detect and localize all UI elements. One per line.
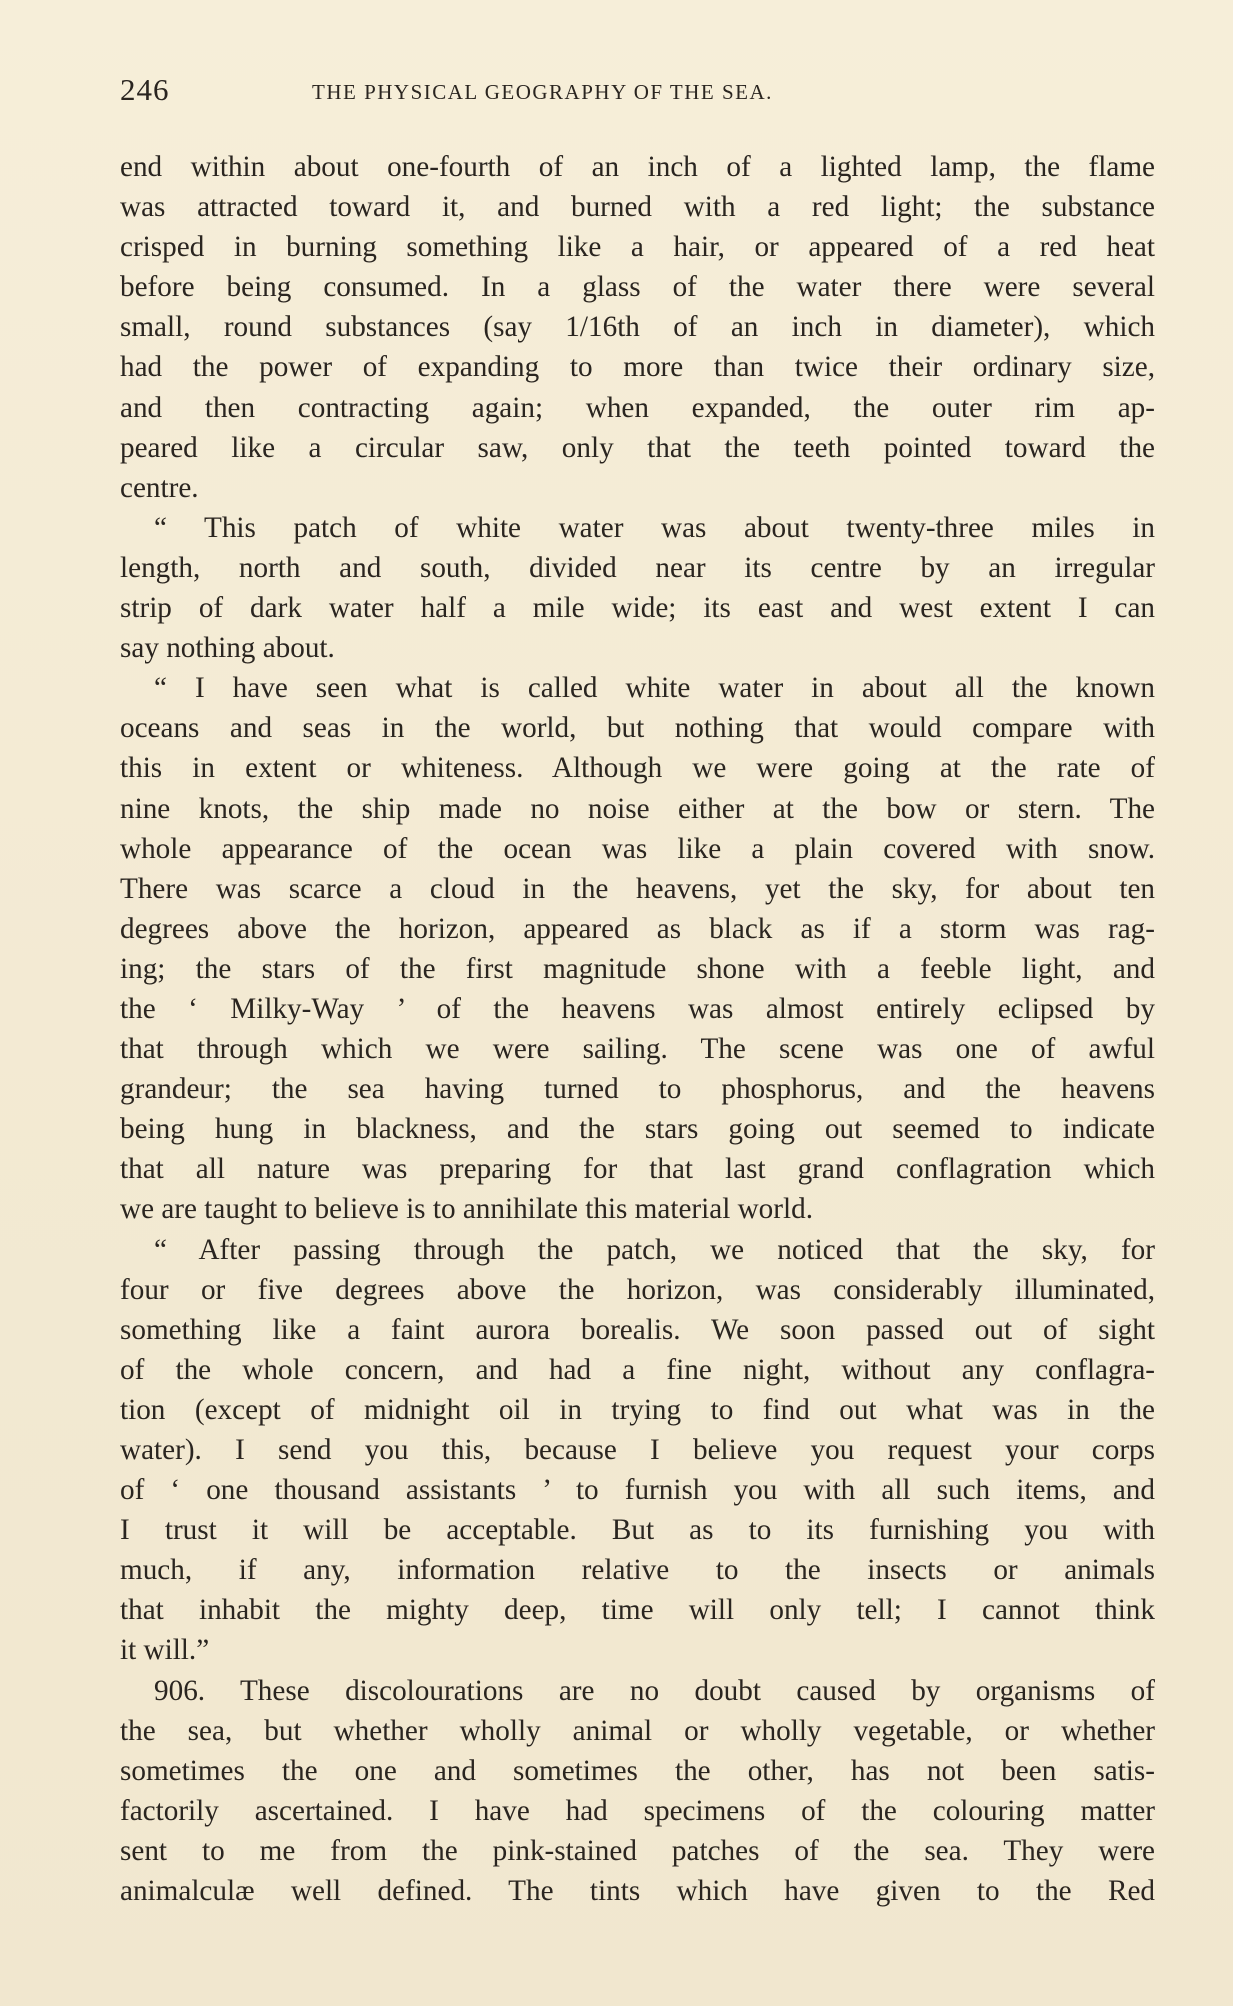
text-line: strip of dark water half a mile wide; its east and west extent I can	[120, 592, 1155, 625]
text-line: 906. These discolourations are no doubt caused by organisms of	[154, 1674, 1155, 1707]
text-line: say nothing about.	[120, 632, 335, 665]
text-line: being hung in blackness, and the stars going out seemed to indicate	[120, 1113, 1155, 1146]
text-line: There was scarce a cloud in the heavens, yet the sky, for about ten	[120, 872, 1155, 905]
text-line: I trust it will be acceptable. But as to its furnishing you with	[120, 1514, 1155, 1547]
text-line: length, north and south, divided near its centre by an irregular	[120, 551, 1155, 584]
text-line: and then contracting again; when expanded, the outer rim ap-	[120, 391, 1155, 424]
text-line: of ‘ one thousand assistants ’ to furnish you with all such items, and	[120, 1474, 1155, 1507]
text-line: had the power of expanding to more than twice their ordinary size,	[120, 351, 1155, 384]
text-line: oceans and seas in the world, but nothing that would compare with	[120, 712, 1155, 745]
text-line: grandeur; the sea having turned to phosphorus, and the heavens	[120, 1073, 1155, 1106]
text-line: the sea, but whether wholly animal or wholly vegetable, or whether	[120, 1714, 1155, 1747]
text-line: “ I have seen what is called white water in about all the known	[154, 672, 1155, 705]
text-line: much, if any, information relative to the insects or animals	[120, 1554, 1155, 1587]
text-line: that inhabit the mighty deep, time will only tell; I cannot think	[120, 1594, 1155, 1627]
text-line: ing; the stars of the first magnitude shone with a feeble light, and	[120, 952, 1155, 985]
text-line: that through which we were sailing. The scene was one of awful	[120, 1033, 1155, 1066]
text-line: centre.	[120, 471, 199, 504]
text-line: sometimes the one and sometimes the other, has not been satis-	[120, 1754, 1155, 1787]
text-line: was attracted toward it, and burned with a red light; the substance	[120, 191, 1155, 224]
text-line: “ This patch of white water was about twenty-three miles in	[154, 511, 1155, 544]
text-line: end within about one-fourth of an inch of a lighted lamp, the flame	[120, 151, 1155, 183]
text-line: of the whole concern, and had a fine night, without any conflagra-	[120, 1353, 1155, 1386]
text-line: whole appearance of the ocean was like a plain covered with snow.	[120, 832, 1155, 865]
text-line: that all nature was preparing for that last grand conflagration which	[120, 1153, 1155, 1186]
text-line: factorily ascertained. I have had specimens of the colouring matter	[120, 1794, 1155, 1827]
text-line: water). I send you this, because I believe you request your corps	[120, 1434, 1155, 1466]
text-line: it will.”	[120, 1634, 210, 1667]
running-head: THE PHYSICAL GEOGRAPHY OF THE SEA.	[312, 80, 773, 104]
text-line: “ After passing through the patch, we noticed that the sky, for	[154, 1233, 1155, 1266]
text-line: nine knots, the ship made no noise either at the bow or stern. The	[120, 792, 1155, 825]
text-line: we are taught to believe is to annihilate this material world.	[120, 1193, 813, 1226]
text-line: crisped in burning something like a hair, or appeared of a red heat	[120, 231, 1155, 264]
text-line: small, round substances (say 1/16th of an inch in diameter), which	[120, 311, 1155, 344]
text-line: animalculæ well defined. The tints which have given to the Red	[120, 1875, 1155, 1908]
text-line: this in extent or whiteness. Although we were going at the rate of	[120, 752, 1155, 785]
body-text	[120, 147, 1155, 1911]
text-line: four or five degrees above the horizon, was considerably illuminated,	[120, 1273, 1155, 1306]
page-number: 246	[120, 72, 170, 107]
text-line: degrees above the horizon, appeared as black as if a storm was rag-	[120, 912, 1155, 945]
page-header	[120, 72, 1160, 112]
text-line: sent to me from the pink-stained patches of the sea. They were	[120, 1834, 1155, 1867]
text-line: peared like a circular saw, only that the teeth pointed toward the	[120, 431, 1155, 464]
text-line: something like a faint aurora borealis. We soon passed out of sight	[120, 1313, 1155, 1346]
text-line: before being consumed. In a glass of the water there were several	[120, 271, 1155, 304]
text-line: tion (except of midnight oil in trying to find out what was in the	[120, 1393, 1155, 1426]
text-line: the ‘ Milky-Way ’ of the heavens was almost entirely eclipsed by	[120, 992, 1155, 1025]
